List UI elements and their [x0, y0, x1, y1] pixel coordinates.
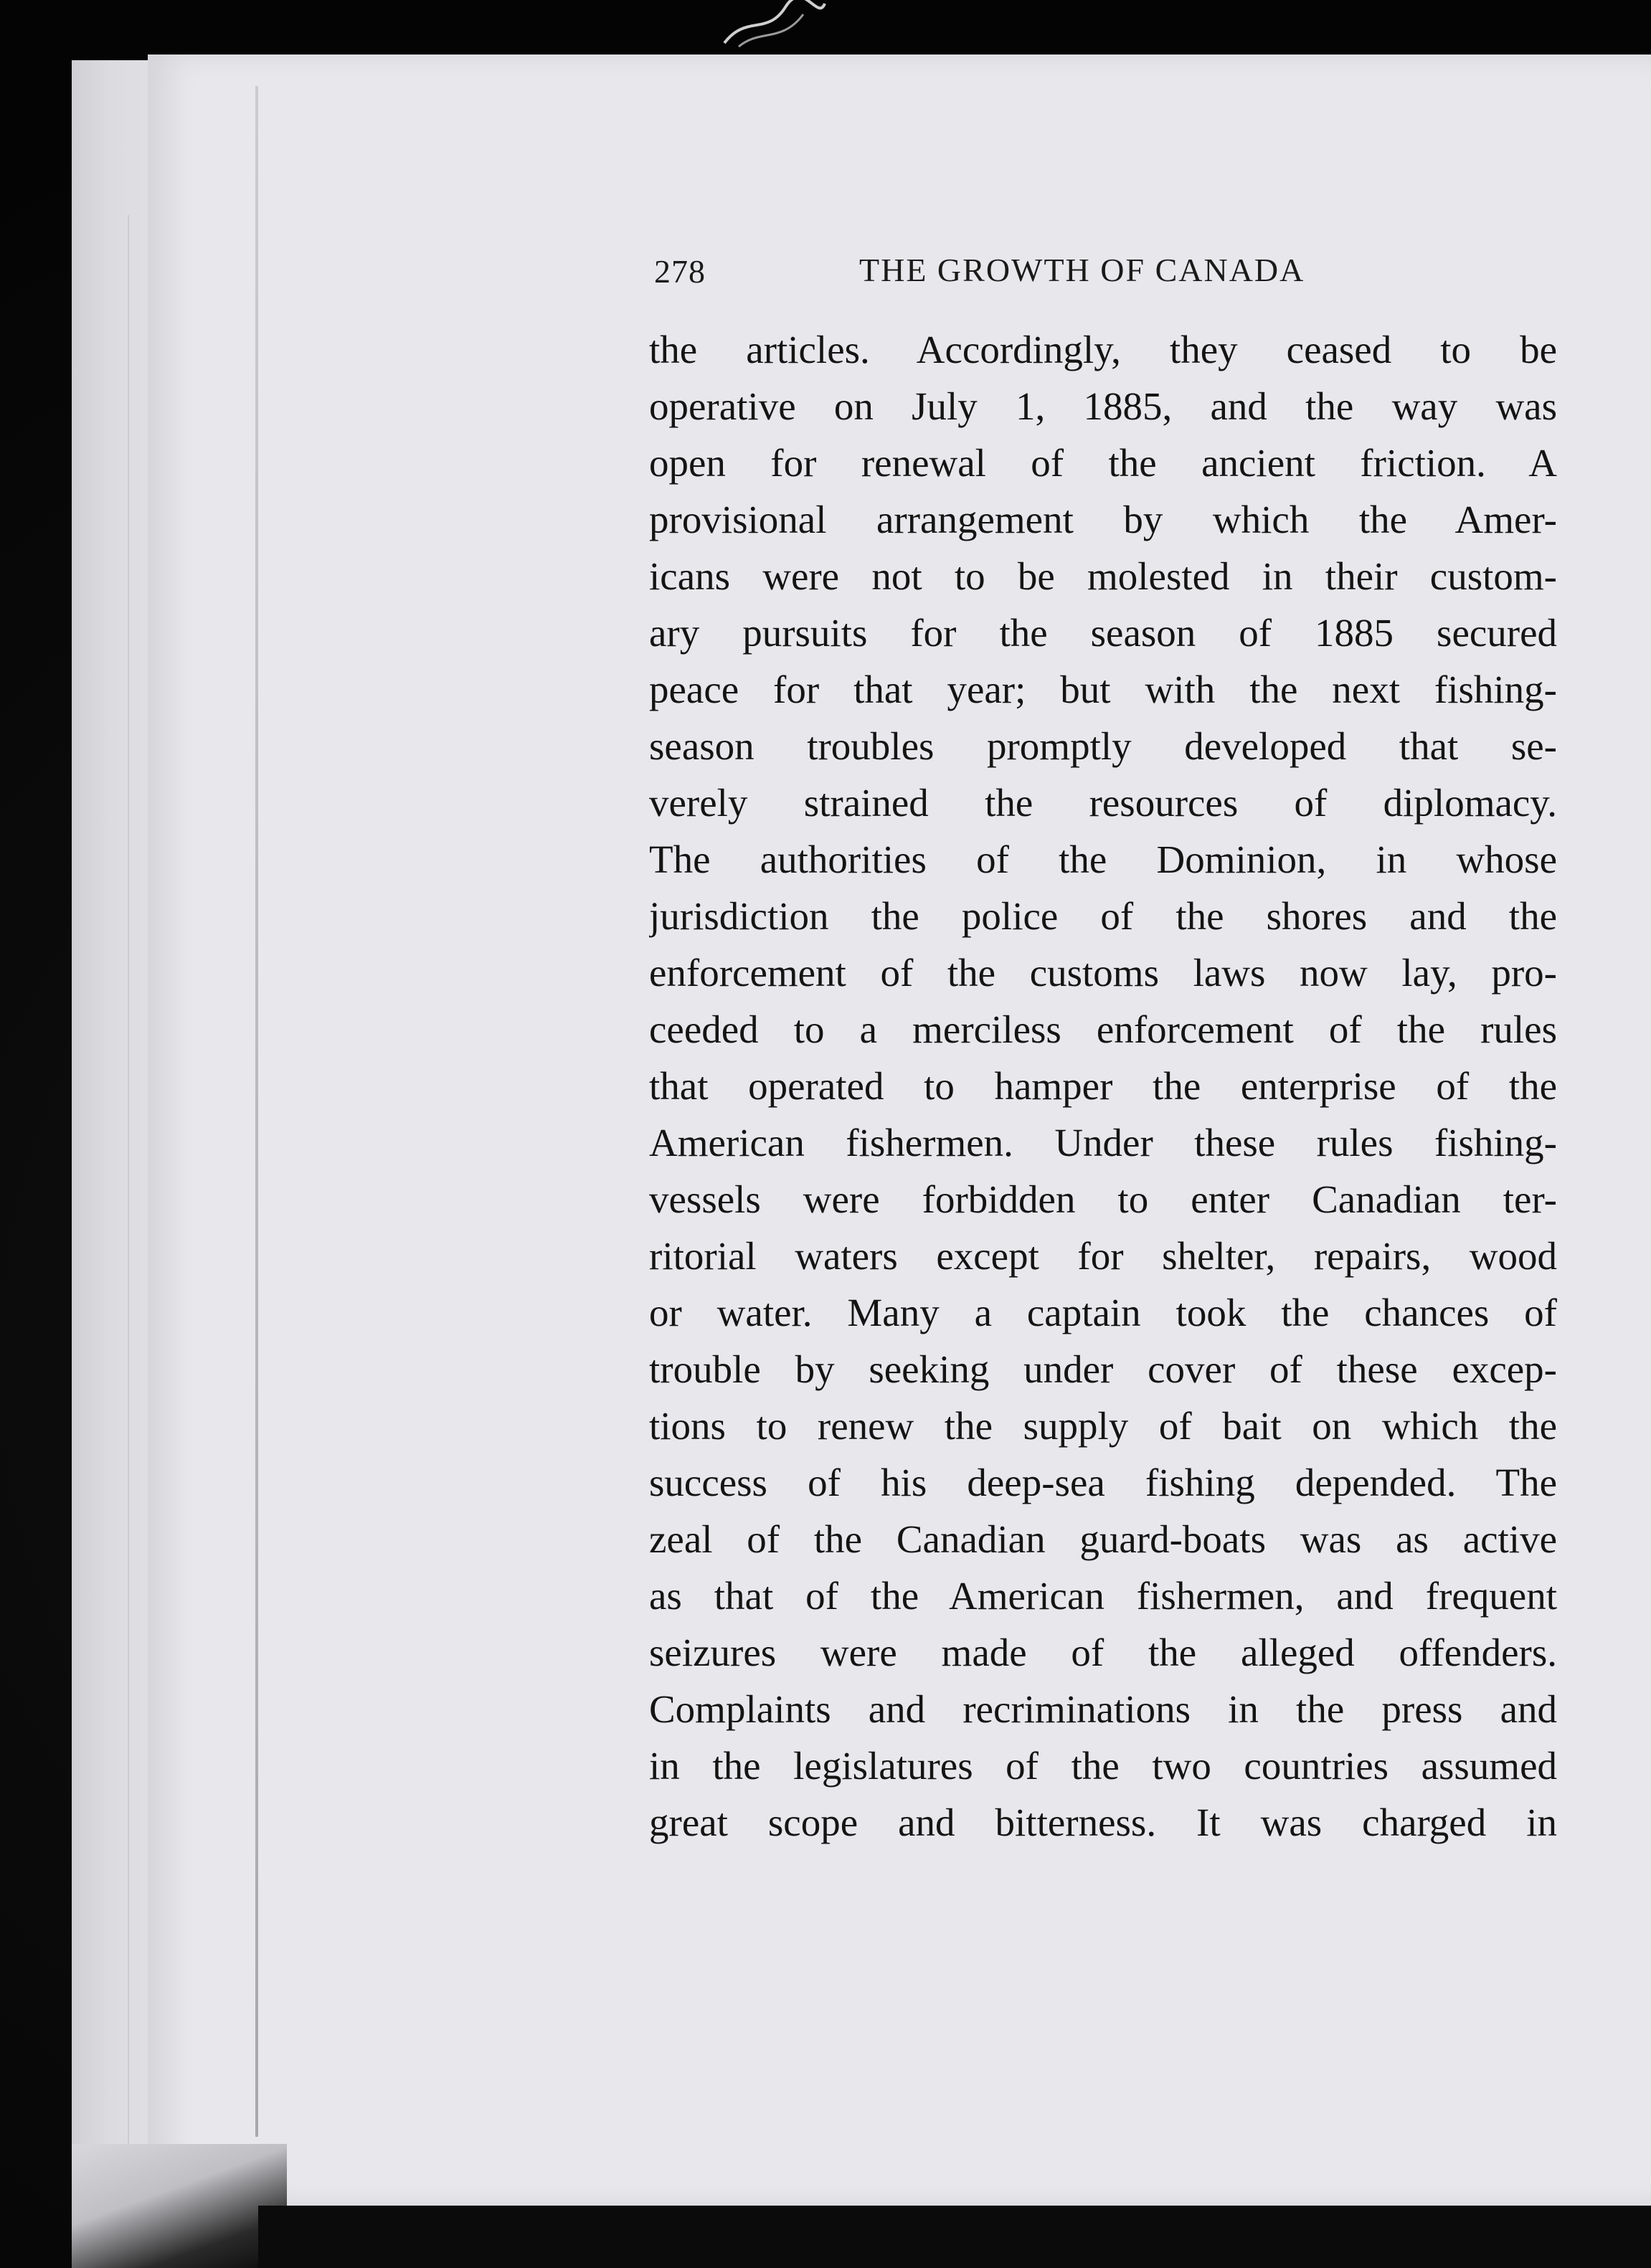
body-text	[649, 321, 1557, 1851]
text-line: provisional arrangement by which the Amer-	[649, 498, 1557, 541]
text-line: verely strained the resources of diplomacy.	[649, 781, 1557, 825]
text-line: American fishermen. Under these rules fishing-	[649, 1121, 1557, 1164]
text-line: the articles. Accordingly, they ceased to be	[649, 328, 1557, 371]
text-line: trouble by seeking under cover of these excep-	[649, 1347, 1557, 1391]
text-line: vessels were forbidden to enter Canadian ter-	[649, 1177, 1557, 1221]
running-head	[654, 248, 1498, 298]
text-line: in the legislatures of the two countries assumed	[649, 1744, 1557, 1788]
text-line: success of his deep-sea fishing depended. The	[649, 1461, 1557, 1504]
text-line: operative on July 1, 1885, and the way was	[649, 384, 1557, 428]
spine-crease	[255, 86, 258, 2137]
page-bottom-shadow	[258, 2206, 1651, 2268]
text-line: open for renewal of the ancient friction. A	[649, 441, 1557, 485]
page-corner-curl	[72, 2144, 287, 2268]
spine-texture-line	[128, 215, 129, 2151]
thread-remnant	[717, 0, 832, 50]
text-line: or water. Many a captain took the chances of	[649, 1291, 1557, 1334]
text-line: icans were not to be molested in their custom-	[649, 554, 1557, 598]
text-line: that operated to hamper the enterprise of the	[649, 1064, 1557, 1108]
page-number: 278	[654, 253, 706, 290]
text-line: seizures were made of the alleged offenders.	[649, 1631, 1557, 1674]
text-line: season troubles promptly developed that se-	[649, 724, 1557, 768]
text-line: Complaints and recriminations in the press and	[649, 1687, 1557, 1731]
text-line: jurisdiction the police of the shores and the	[649, 894, 1557, 938]
text-line: zeal of the Canadian guard-boats was as active	[649, 1517, 1557, 1561]
text-line: peace for that year; but with the next fishing-	[649, 668, 1557, 711]
text-line: The authorities of the Dominion, in whose	[649, 838, 1557, 881]
text-line: as that of the American fishermen, and frequent	[649, 1574, 1557, 1618]
text-line: ritorial waters except for shelter, repairs, wood	[649, 1234, 1557, 1278]
text-line: great scope and bitterness. It was charged in	[649, 1800, 1557, 1844]
text-line: ceeded to a merciless enforcement of the rules	[649, 1007, 1557, 1051]
text-line: ary pursuits for the season of 1885 secured	[649, 611, 1557, 655]
running-title: THE GROWTH OF CANADA	[859, 252, 1305, 288]
text-line: tions to renew the supply of bait on which the	[649, 1404, 1557, 1448]
text-line: enforcement of the customs laws now lay, pro-	[649, 951, 1557, 995]
